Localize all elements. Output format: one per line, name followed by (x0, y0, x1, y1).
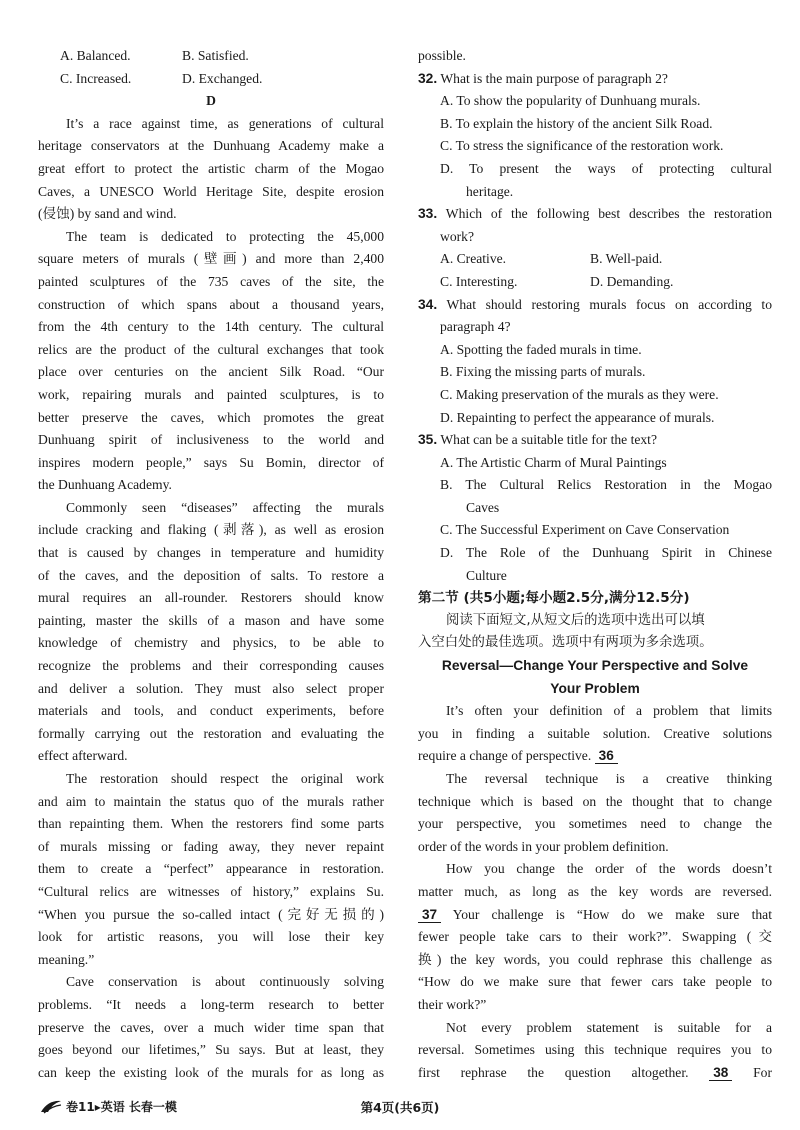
passage-d-line: can keep the existing look of the murals for as long as (38, 1064, 384, 1080)
passage-d-line: Commonly seen “diseases” affecting the murals (66, 499, 384, 515)
passage-d-line: (侵蚀) by sand and wind. (38, 206, 177, 222)
q31-options-row-2 (38, 68, 384, 91)
q34-option-d[interactable]: D. Repainting to perfect the appearance of murals. (440, 409, 715, 425)
page-footer (0, 1092, 800, 1122)
passage-d-body (38, 113, 384, 1085)
passage-d-heading: D (206, 93, 216, 109)
question-number: 35. (418, 432, 438, 448)
passage-d-line: knowledge of chemistry and physics, to be able to (38, 635, 384, 651)
passage-d-line: look for artistic reasons, you will lose their key (38, 929, 384, 945)
q31-options-row-1 (38, 45, 384, 68)
question-number: 33. (418, 206, 438, 222)
paragraph-3-line (418, 904, 772, 927)
q31-option-b[interactable]: B. Satisfied. (182, 48, 249, 63)
q33-option-a[interactable]: A. Creative. (440, 251, 507, 267)
q34-option-c[interactable]: C. Making preservation of the murals as they were. (440, 386, 719, 402)
passage-d-line: painted sculptures of the 735 caves of the site, the (38, 273, 384, 289)
q35-option-d[interactable]: D. The Role of the Dunhuang Spirit in Chinese (440, 545, 772, 561)
passage-d-line: The restoration should respect the original work (66, 771, 384, 786)
passage-d-line: It’s a race against time, as generations of cultural (66, 115, 384, 131)
passage-d-line: goes beyond our lifetimes,” Su says. But at least, they (38, 1042, 384, 1058)
passage-d-line: work, repairing murals and painted sculptures, is to (38, 386, 384, 402)
blank-38[interactable]: 38 (709, 1065, 732, 1081)
q31-option-a[interactable]: A. Balanced. (60, 48, 131, 63)
passage-d-line: formally carrying out the restoration and evaluating the (38, 725, 384, 741)
q32-option-d[interactable]: D. To present the ways of protecting cultural (440, 160, 772, 176)
paragraph-4-line: reversal. Sometimes using this technique requires you to (418, 1042, 772, 1058)
question-33 (418, 203, 772, 226)
question-text: What should restoring murals focus on according to (446, 296, 772, 312)
page-number: 第4页(共6页) (360, 1100, 440, 1115)
q31-option-c[interactable]: C. Increased. (60, 70, 132, 86)
paragraph-2-line: your perspective, you sometimes need to change the (418, 816, 772, 832)
passage-title-line-2: Your Problem (550, 680, 640, 696)
q35-option-c[interactable]: C. The Successful Experiment on Cave Conservation (440, 522, 730, 538)
question-32 (418, 68, 772, 91)
blank-37[interactable]: 37 (418, 907, 441, 923)
passage-d-line: meaning.” (38, 951, 95, 967)
footer-exam-label: 卷11▸英语 长春一模 (66, 1100, 177, 1114)
passage-d-line: the Dunhuang Academy. (38, 477, 172, 493)
q33-option-c[interactable]: C. Interesting. (440, 273, 518, 289)
passage-d-line: painting, master the skills of a mason and have some (38, 612, 384, 628)
q34-option-b[interactable]: B. Fixing the missing parts of murals. (440, 364, 646, 380)
paragraph-text: require a change of perspective. (418, 748, 592, 764)
question-35 (418, 429, 772, 452)
passage-d-line: that is caused by changes in temperature and humidity (38, 545, 384, 561)
left-column (38, 45, 384, 1084)
q32-option-d-cont: heritage. (466, 183, 514, 199)
q35-option-b-cont: Caves (466, 499, 500, 515)
q32-option-b[interactable]: B. To explain the history of the ancient Silk Road. (440, 115, 713, 131)
question-number: 34. (418, 296, 438, 312)
paragraph-1-line: you in finding a suitable solution. Creative solutions (418, 725, 772, 741)
passage-d-line: square meters of murals (壁画) and more than 2,400 (38, 251, 384, 267)
passage-d-line: them to create a “perfect” appearance in restoration. (38, 861, 384, 877)
passage-d-line: effect afterward. (38, 748, 128, 764)
passage-d-line: mural requires an all-rounder. Restorers should know (38, 590, 384, 606)
q31-option-d[interactable]: D. Exchanged. (182, 70, 263, 86)
q33-options-row-2 (418, 271, 772, 294)
blank-36[interactable]: 36 (595, 748, 618, 764)
passage-d-line: great effort to protect the artistic charm of the Mogao (38, 160, 384, 176)
section-2-instruction-1: 阅读下面短文,从短文后的选项中选出可以填 (446, 612, 705, 628)
paragraph-4-line: Not every problem statement is suitable for a (446, 1019, 772, 1035)
passage-continuation: possible. (418, 48, 466, 63)
q34-option-a[interactable]: A. Spotting the faded murals in time. (440, 341, 642, 357)
passage-d-line: heritage conservators at the Dunhuang Academy make a (38, 138, 384, 154)
question-34 (418, 294, 772, 317)
question-33-cont: work? (440, 228, 474, 244)
passage-d-line: include cracking and flaking (剥落), as well as erosion (38, 522, 384, 538)
paragraph-2-line: The reversal technique is a creative thinking (446, 771, 772, 786)
right-column (418, 45, 772, 1084)
question-text: What is the main purpose of paragraph 2? (440, 70, 668, 86)
paragraph-3-line: matter much, as long as the key words are reversed. (418, 883, 772, 899)
passage-d-line: preserve the caves, over a much wider time span that (38, 1019, 384, 1035)
passage-d-line: The team is dedicated to protecting the 45,000 (66, 228, 384, 244)
paragraph-3-line: fewer people take cars to their work?”. Swapping (交 (418, 929, 772, 945)
question-text: Which of the following best describes the restoration (445, 206, 772, 222)
q33-option-b[interactable]: B. Well-paid. (590, 251, 663, 267)
passage-d-line: Dunhuang spirit of inclusiveness to the world and (38, 432, 384, 448)
section-2-heading: 第二节 (共5小题;每小题2.5分,满分12.5分) (418, 590, 690, 607)
q35-option-b[interactable]: B. The Cultural Relics Restoration in the Mogao (440, 477, 772, 493)
q35-option-a[interactable]: A. The Artistic Charm of Mural Paintings (440, 454, 667, 470)
passage-d-line: problems. “It needs a long-term research to better (38, 996, 384, 1012)
passage-d-line: and deliver a solution. They must also select proper (38, 680, 384, 696)
paragraph-1-line (418, 745, 772, 768)
passage-d-line: “When you pursue the so-called intact (完好无损的) (38, 906, 384, 922)
passage-d-line: Caves, a UNESCO World Heritage Site, despite erosion (38, 183, 384, 199)
q33-option-d[interactable]: D. Demanding. (590, 273, 674, 289)
passage-d-line: of the caves, and the deposition of salts. To restore a (38, 567, 384, 583)
passage-d-line: and aim to maintain the status quo of the murals rather (38, 793, 384, 809)
passage-d-line: of murals missing or fading away, they never repaint (38, 838, 384, 854)
q33-options-row-1 (418, 248, 772, 271)
paragraph-text: Your challenge is “How do we make sure that (452, 906, 772, 922)
passage-d-line: materials and tools, and conduct experiments, before (38, 703, 384, 719)
question-34-cont: paragraph 4? (440, 319, 511, 335)
passage-d-line: Cave conservation is about continuously solving (66, 974, 384, 990)
passage-d-line: relics are the product of the cultural exchanges that took (38, 341, 384, 357)
passage-d-line: place over centuries on the ancient Silk Road. “Our (38, 364, 384, 380)
paragraph-1-line: It’s often your definition of a problem that limits (446, 703, 772, 719)
paragraph-2-line: technique which is based on the thought that to change (418, 793, 772, 809)
passage-title-line-1: Reversal—Change Your Perspective and Solve (441, 658, 749, 674)
paragraph-4-line (418, 1062, 772, 1085)
section-2-instruction-2: 入空白处的最佳选项。选项中有两项为多余选项。 (418, 635, 713, 651)
paragraph-3-line: “How do we make sure that fewer cars take people to (418, 974, 772, 990)
paragraph-3-line: their work?” (418, 996, 487, 1012)
question-text: What can be a suitable title for the text? (440, 432, 657, 448)
q35-option-d-cont: Culture (466, 567, 507, 583)
passage-d-line: inspires modern people,” says Su Bomin, director of (38, 454, 384, 470)
paragraph-text: first rephrase the question altogether. (418, 1064, 689, 1080)
passage-d-line: better preserve the caves, which promotes the great (38, 409, 384, 425)
passage-d-line: than repainting them. When the restorers find some parts (38, 816, 384, 832)
paragraph-2-line: order of the words in your problem definition. (418, 838, 669, 854)
paragraph-3-line: How you change the order of the words doesn’t (446, 861, 772, 877)
passage-d-line: recognize the problems and their corresponding causes (38, 658, 384, 674)
q32-option-a[interactable]: A. To show the popularity of Dunhuang murals. (440, 93, 701, 109)
paragraph-3-line: 换) the key words, you could rephrase this challenge as (418, 951, 772, 967)
passage-d-line: “Cultural relics are witnesses of history,” explains Su. (38, 883, 384, 899)
q32-option-c[interactable]: C. To stress the significance of the restoration work. (440, 138, 724, 154)
paragraph-text: For (753, 1064, 772, 1080)
passage-d-line: construction of which spans about a thousand years, (38, 296, 384, 312)
question-number: 32. (418, 70, 438, 86)
passage-d-line: from the 4th century to the 14th century. The cultural (38, 319, 384, 335)
